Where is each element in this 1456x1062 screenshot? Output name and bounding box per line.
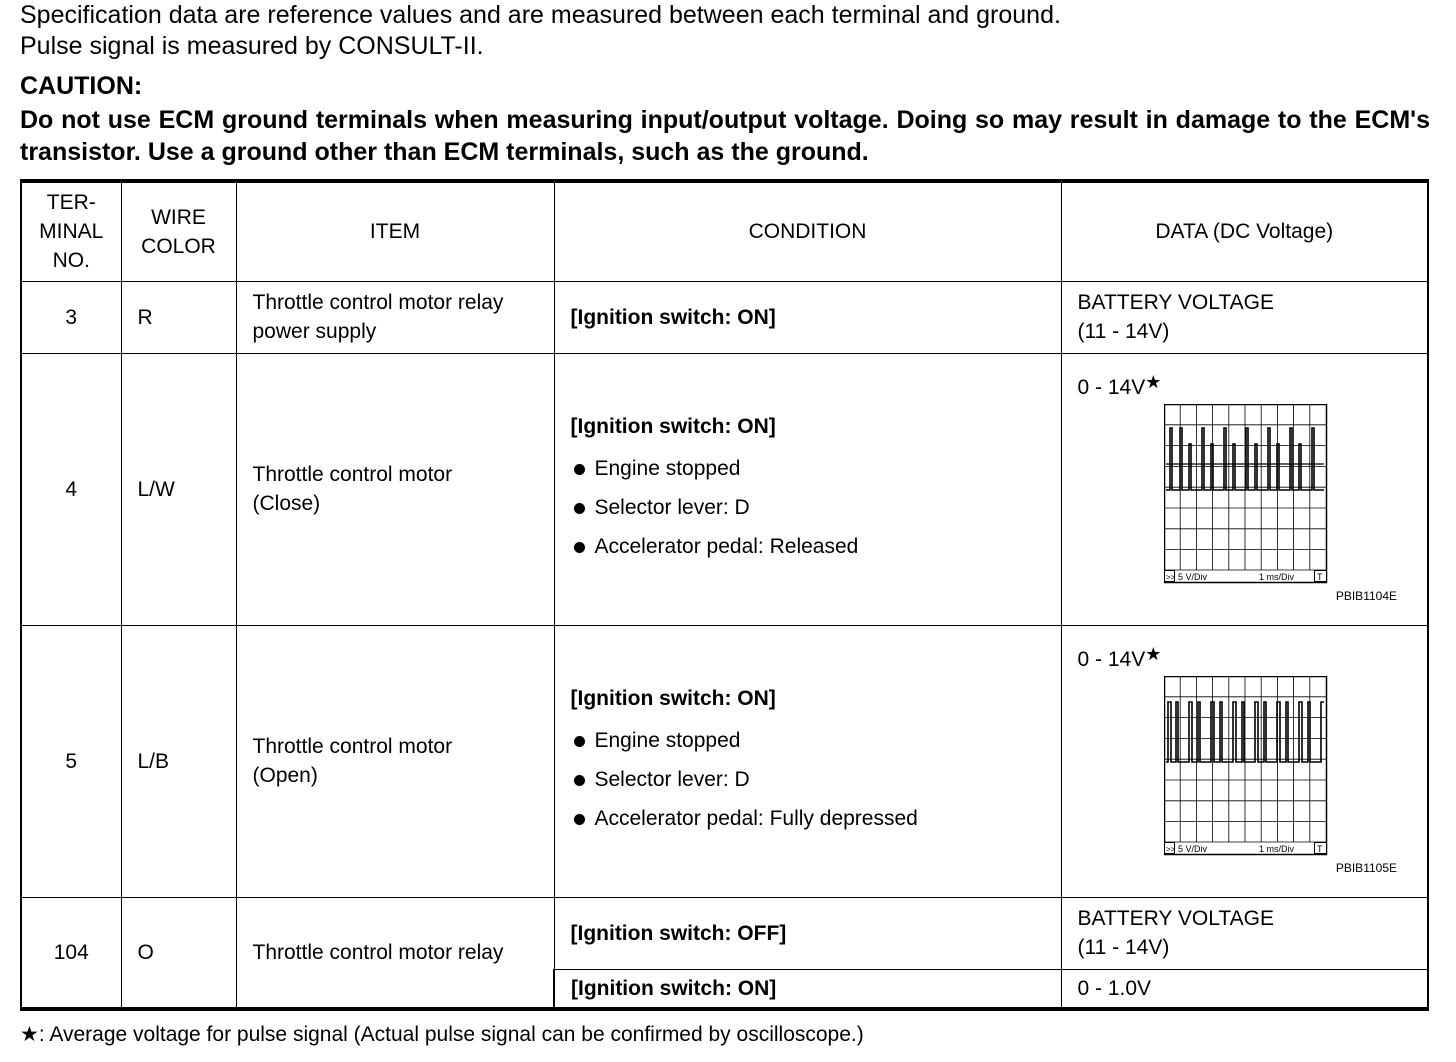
table-row xyxy=(21,625,1428,897)
list-item: Selector lever: D xyxy=(571,488,1061,527)
condition-bullets xyxy=(571,449,1061,566)
voltage-value: 0 - 14V★ xyxy=(1077,371,1162,399)
header-wire-color: WIRE COLOR xyxy=(121,181,236,281)
list-item: Accelerator pedal: Fully depressed xyxy=(571,799,1061,838)
data-value: BATTERY VOLTAGE (11 - 14V) xyxy=(1061,281,1428,353)
terminal-no: 3 xyxy=(21,281,121,353)
item: Throttle control motor (Open) xyxy=(236,625,554,897)
table-row xyxy=(21,281,1428,353)
table-row xyxy=(21,353,1428,625)
wire-color: R xyxy=(121,281,236,353)
svg-text:>>: >> xyxy=(1165,572,1175,582)
condition-title: [Ignition switch: ON] xyxy=(570,415,776,438)
header-item: ITEM xyxy=(236,181,554,281)
intro-line-2: Pulse signal is measured by CONSULT-II. xyxy=(20,32,484,60)
condition-bullets xyxy=(571,721,1061,838)
voltage-value: 0 - 14V★ xyxy=(1077,643,1162,671)
terminal-no: 4 xyxy=(21,353,121,625)
data-value: 0 - 1.0V xyxy=(1061,969,1428,1009)
table-row xyxy=(21,897,1428,969)
list-item: Engine stopped xyxy=(571,449,1061,488)
condition: [Ignition switch: OFF] xyxy=(554,897,1061,969)
condition: [Ignition switch: ON] xyxy=(554,969,1061,1009)
terminal-no: 5 xyxy=(21,625,121,897)
item: Throttle control motor relay xyxy=(236,897,554,1009)
wire-color: L/W xyxy=(121,353,236,625)
list-item: Accelerator pedal: Released xyxy=(571,527,1061,566)
scope-vdiv: 5 V/Div xyxy=(1177,843,1207,854)
wire-color: L/B xyxy=(121,625,236,897)
data-value xyxy=(1061,625,1428,897)
header-terminal-no: TER- MINAL NO. xyxy=(21,181,121,281)
data-value: BATTERY VOLTAGE (11 - 14V) xyxy=(1061,897,1428,969)
intro-text xyxy=(20,0,1430,62)
list-item: Selector lever: D xyxy=(571,760,1061,799)
terminal-spec-table xyxy=(20,179,1429,1011)
svg-text:T: T xyxy=(1316,571,1322,582)
item: Throttle control motor relay power supply xyxy=(236,281,554,353)
footnote: ★: Average voltage for pulse signal (Actual pulse signal can be confirmed by oscilloscope.) xyxy=(20,1023,864,1046)
terminal-no: 104 xyxy=(21,897,121,1009)
intro-line-1: Specification data are reference values and are measured between each terminal and ground. xyxy=(20,1,1061,29)
header-condition: CONDITION xyxy=(554,181,1061,281)
scope-msdiv: 1 ms/Div xyxy=(1258,843,1294,854)
wire-color: O xyxy=(121,897,236,1009)
caution-title: CAUTION: xyxy=(20,72,143,100)
svg-text:>>: >> xyxy=(1165,844,1175,854)
star-icon: ★ xyxy=(20,1023,39,1046)
star-icon: ★ xyxy=(1145,371,1162,392)
data-value xyxy=(1061,353,1428,625)
item: Throttle control motor (Close) xyxy=(236,353,554,625)
scope-msdiv: 1 ms/Div xyxy=(1258,571,1294,582)
svg-text:T: T xyxy=(1316,843,1322,854)
condition-title: [Ignition switch: ON] xyxy=(570,687,776,710)
scope-vdiv: 5 V/Div xyxy=(1177,571,1207,582)
header-data: DATA (DC Voltage) xyxy=(1061,181,1428,281)
caution-body: Do not use ECM ground terminals when measuring input/output voltage. Doing so may result in damage to the ECM's transistor. Use a ground other than ECM terminals, such as the ground. xyxy=(20,106,1430,166)
figure-code: PBIB1104E xyxy=(1335,588,1397,603)
condition: [Ignition switch: ON] xyxy=(554,281,1061,353)
oscilloscope-waveform-open xyxy=(1164,676,1334,858)
oscilloscope-waveform-close xyxy=(1164,404,1334,586)
table-header-row xyxy=(21,181,1428,281)
condition xyxy=(554,625,1061,897)
condition xyxy=(554,353,1061,625)
figure-code: PBIB1105E xyxy=(1335,860,1397,875)
star-icon: ★ xyxy=(1145,643,1162,664)
list-item: Engine stopped xyxy=(571,721,1061,760)
